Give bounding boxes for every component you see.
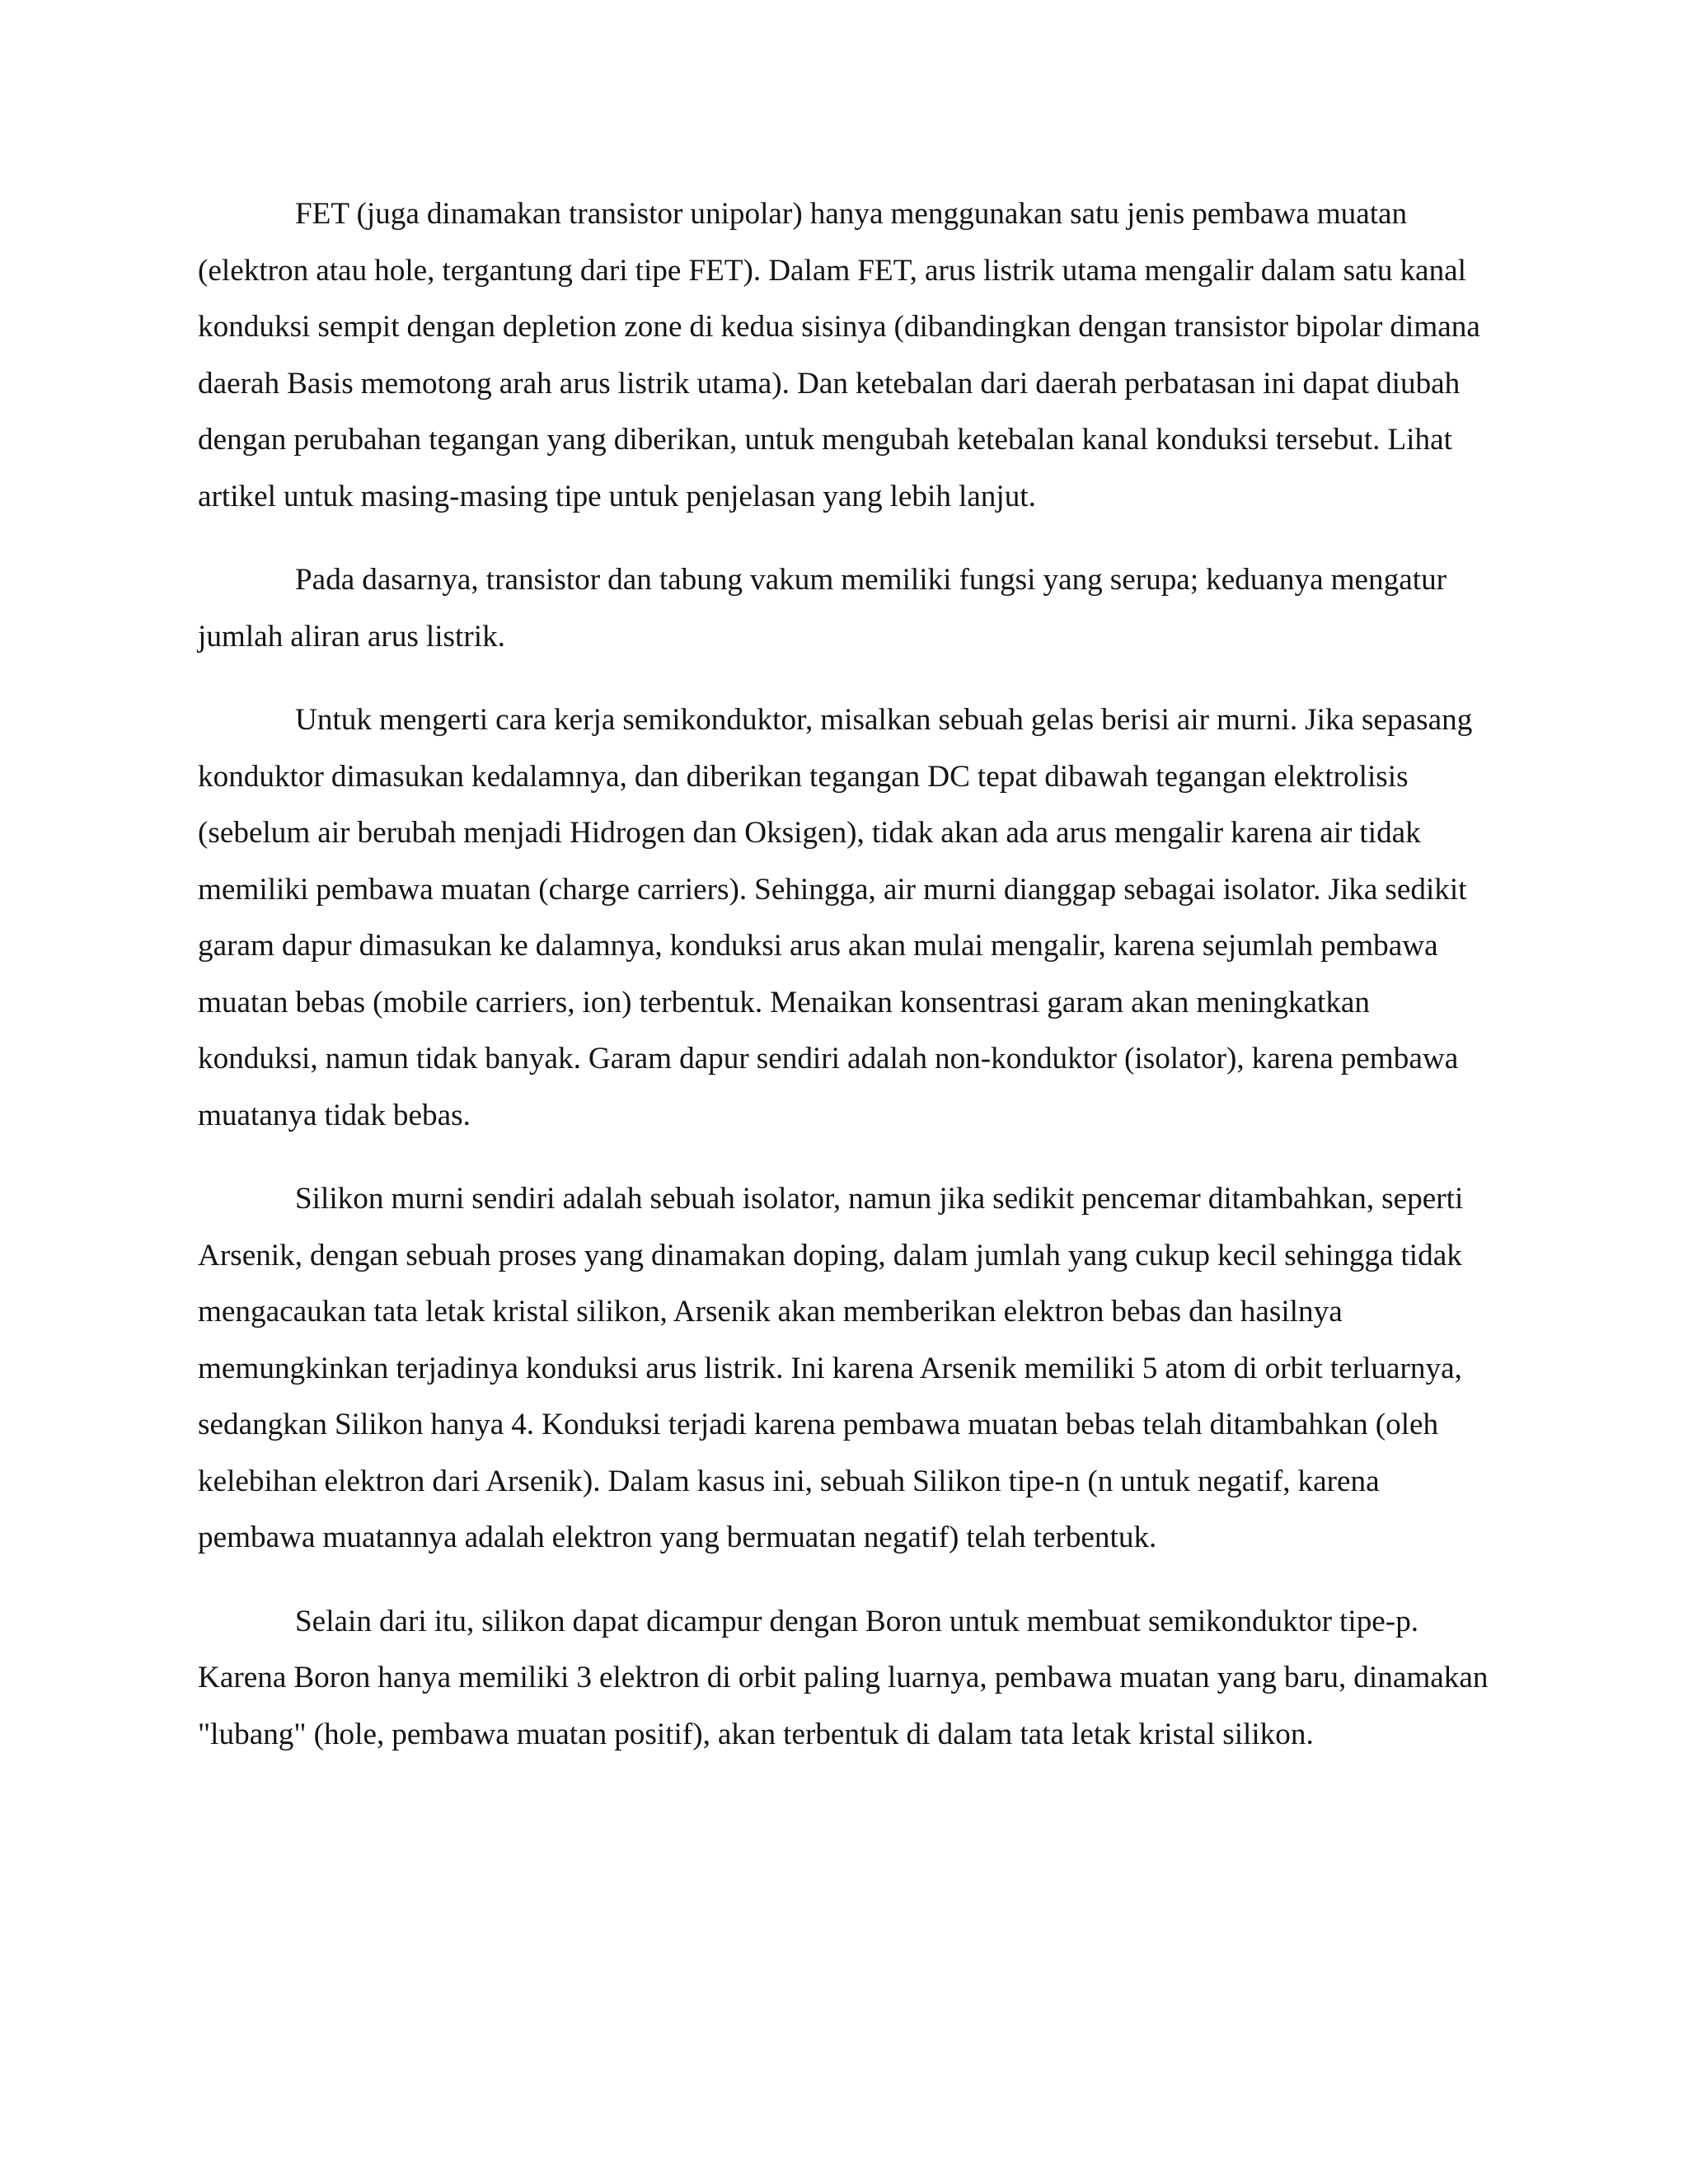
paragraph-silicon-n-type: Silikon murni sendiri adalah sebuah isolator, namun jika sedikit pencemar ditambahkan, seperti Arsenik, dengan sebuah proses yang dinamakan doping, dalam jumlah yang cukup kecil sehingga tidak mengacaukan tata letak kristal silikon, Arsenik akan memberikan elektron bebas dan hasilnya memungkinkan terjadinya konduksi arus listrik. Ini karena Arsenik memiliki 5 atom di orbit terluarnya, sedangkan Silikon hanya 4. Konduksi terjadi karena pembawa muatan bebas telah ditambahkan (oleh kelebihan elektron dari Arsenik). Dalam kasus ini, sebuah Silikon tipe-n (n untuk negatif, karena pembawa muatannya adalah elektron yang bermuatan negatif) telah terbentuk.	[198, 1182, 1464, 1554]
paragraph-transistor-vacuum-tube: Pada dasarnya, transistor dan tabung vakum memiliki fungsi yang serupa; keduanya mengatur jumlah aliran arus listrik.	[198, 563, 1447, 654]
paragraph-silicon-p-type: Selain dari itu, silikon dapat dicampur dengan Boron untuk membuat semikonduktor tipe-p. Karena Boron hanya memiliki 3 elektron di orbit paling luarnya, pembawa muatan yang baru, dinamakan "lubang" (hole, pembawa muatan positif), akan terbentuk di dalam tata letak kristal silikon.	[198, 1604, 1489, 1751]
document-body	[198, 186, 1496, 1790]
paragraph-semiconductor-water-analogy: Untuk mengerti cara kerja semikonduktor, misalkan sebuah gelas berisi air murni. Jika sepasang konduktor dimasukan kedalamnya, dan diberikan tegangan DC tepat dibawah tegangan elektrolisis (sebelum air berubah menjadi Hidrogen dan Oksigen), tidak akan ada arus mengalir karena air tidak memiliki pembawa muatan (charge carriers). Sehingga, air murni dianggap sebagai isolator. Jika sedikit garam dapur dimasukan ke dalamnya, konduksi arus akan mulai mengalir, karena sejumlah pembawa muatan bebas (mobile carriers, ion) terbentuk. Menaikan konsentrasi garam akan meningkatkan konduksi, namun tidak banyak. Garam dapur sendiri adalah non-konduktor (isolator), karena pembawa muatanya tidak bebas.	[198, 703, 1473, 1132]
paragraph-fet: FET (juga dinamakan transistor unipolar) hanya menggunakan satu jenis pembawa muatan (elektron atau hole, tergantung dari tipe FET). Dalam FET, arus listrik utama mengalir dalam satu kanal konduksi sempit dengan depletion zone di kedua sisinya (dibandingkan dengan transistor bipolar dimana daerah Basis memotong arah arus listrik utama). Dan ketebalan dari daerah perbatasan ini dapat diubah dengan perubahan tegangan yang diberikan, untuk mengubah ketebalan kanal konduksi tersebut. Lihat artikel untuk masing-masing tipe untuk penjelasan yang lebih lanjut.	[198, 197, 1480, 513]
